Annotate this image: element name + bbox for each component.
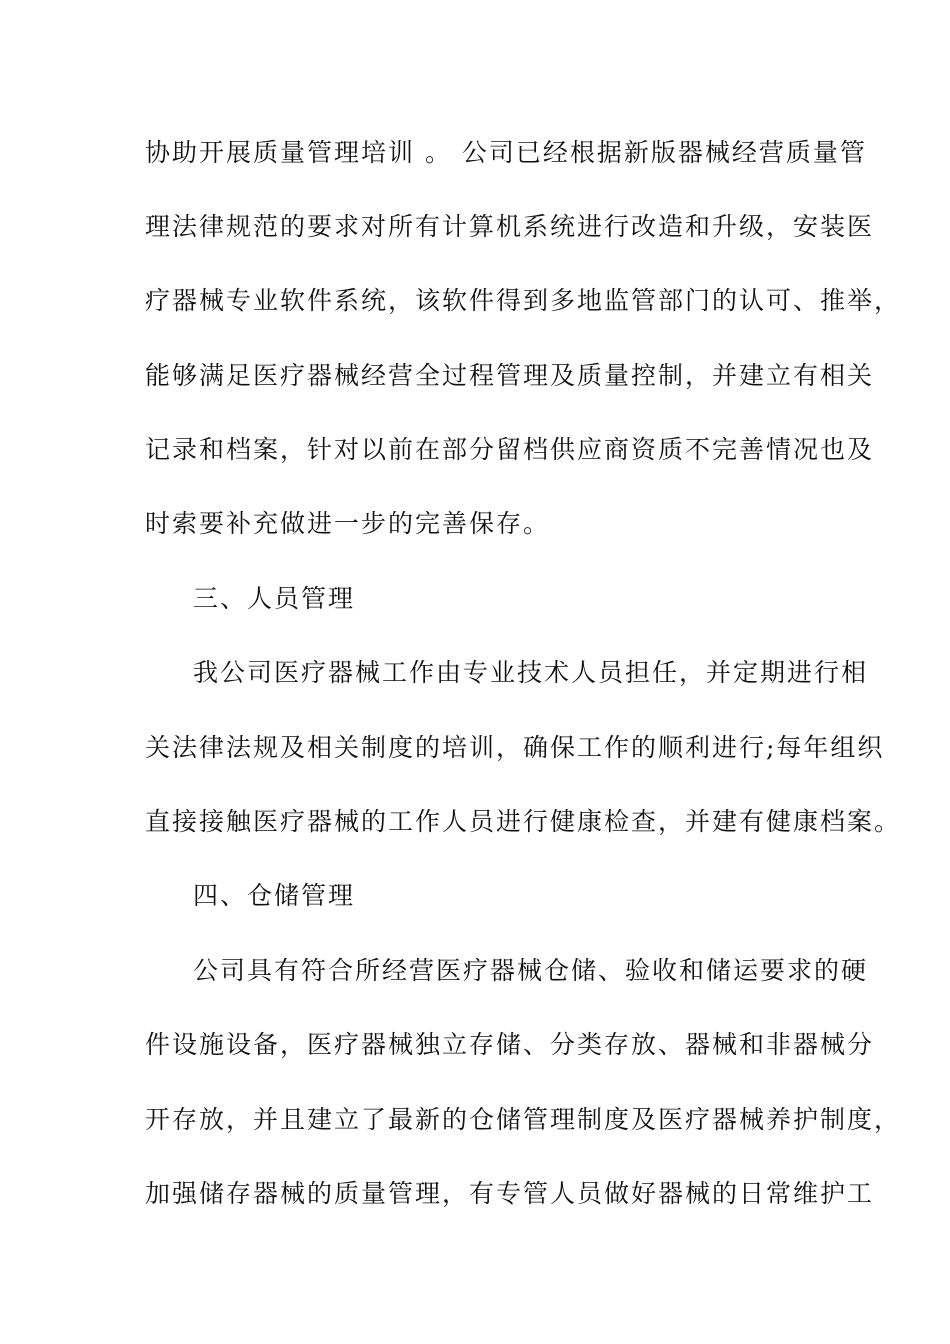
paragraph-line: 加强储存器械的质量管理，有专管人员做好器械的日常维护工 — [145, 1179, 875, 1208]
paragraph-line: 协助开展质量管理培训 。 公司已经根据新版器械经营质量管 — [145, 138, 867, 167]
paragraph-line: 公司具有符合所经营医疗器械仓储、验收和储运要求的硬 — [193, 956, 869, 985]
paragraph-line: 开存放，并且建立了最新的仓储管理制度及医疗器械养护制度， — [145, 1105, 902, 1134]
paragraph-line: 记录和档案，针对以前在部分留档供应商资质不完善情况也及 — [145, 435, 875, 464]
section-heading-personnel: 三、人员管理 — [193, 584, 356, 613]
paragraph-line: 关法律法规及相关制度的培训，确保工作的顺利进行;每年组织 — [145, 733, 885, 762]
paragraph-line: 直接接触医疗器械的工作人员进行健康检查，并建有健康档案。 — [145, 807, 902, 836]
paragraph-line: 时索要补充做进一步的完善保存。 — [145, 509, 551, 538]
paragraph-line: 能够满足医疗器械经营全过程管理及质量控制，并建立有相关 — [145, 361, 875, 390]
paragraph-line: 件设施设备，医疗器械独立存储、分类存放、器械和非器械分 — [145, 1030, 875, 1059]
paragraph-line: 理法律规范的要求对所有计算机系统进行改造和升级，安装医 — [145, 212, 875, 241]
paragraph-line: 我公司医疗器械工作由专业技术人员担任，并定期进行相 — [193, 658, 869, 687]
paragraph-line: 疗器械专业软件系统，该软件得到多地监管部门的认可、推举， — [145, 286, 902, 315]
section-heading-storage: 四、仓储管理 — [193, 881, 356, 910]
